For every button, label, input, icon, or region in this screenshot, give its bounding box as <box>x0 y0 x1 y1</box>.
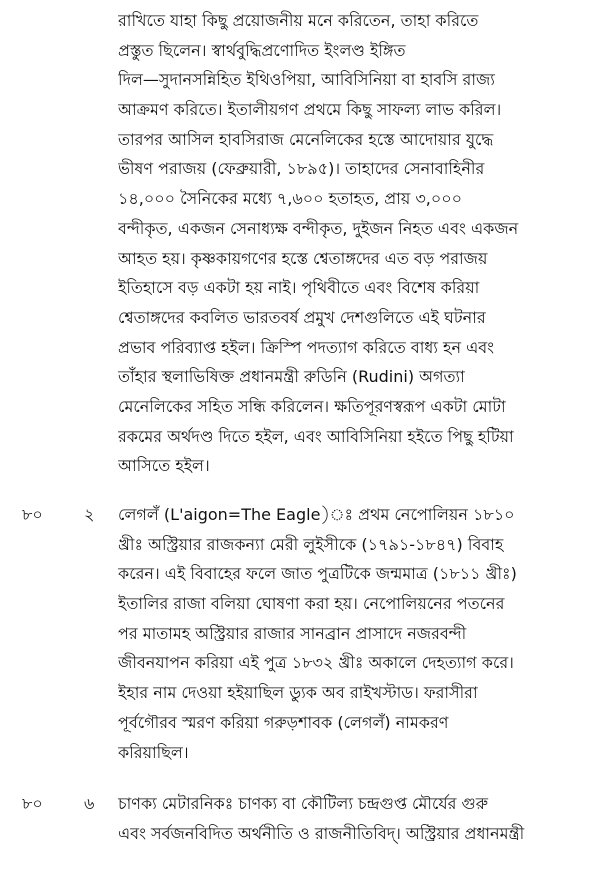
text-line: রাখিতে যাহা কিছু প্রয়োজনীয় মনে করিতেন, তাহা করিতে <box>118 11 479 30</box>
text-line: ভীষণ পরাজয় (ফেব্রুয়ারী, ১৮৯৫)। তাহাদের সেনাবাহিনীর <box>118 159 485 179</box>
text-line: ইহার নাম দেওয়া হইয়াছিল ড্যুক অব রাইখস্টাড। ফরাসীরা <box>118 683 478 703</box>
text-line: তারপর আসিল হাবসিরাজ মেনেলিকের হস্তে আদোয়ার যুদ্ধে <box>118 129 494 149</box>
text-line: তাঁহার স্থলাভিষিক্ত প্রধানমন্ত্রী রুডিনি (Rudini) অগত্যা <box>118 367 465 387</box>
text-line: লেগলঁ (L'aigon=The Eagle)ঃ প্রথম নেপোলিয়ন ১৮১০ <box>118 505 515 524</box>
note-page-reference: ৮০ <box>22 505 43 524</box>
text-line: করেন। এই বিবাহের ফলে জাত পুত্রটিকে জন্মমাত্র (১৮১১ খ্রীঃ) <box>118 564 517 584</box>
text-line: পর মাতামহ অস্ট্রিয়ার রাজার সানব্রান প্রাসাদে নজরবন্দী <box>118 623 467 643</box>
note-number: ৬ <box>84 794 95 813</box>
text-line: পূর্বগৌরব স্মরণ করিয়া গরুড়শাবক (লেগলঁ) নামকরণ <box>118 712 449 732</box>
text-line: খ্রীঃ অস্ট্রিয়ার রাজকন্যা মেরী লুইসীকে (১৭৯১-১৮৪৭) বিবাহ <box>118 534 504 554</box>
text-line: ১৪,০০০ সৈনিকের মধ্যে ৭,৬০০ হতাহত, প্রায় ৩,০০০ <box>118 189 463 209</box>
text-line: আহত হয়। কৃষ্ণকায়গণের হস্তে শ্বেতাঙ্গদের এত বড় পরাজয় <box>118 248 488 268</box>
text-line: বন্দীকৃত, একজন সেনাধ্যক্ষ বন্দীকৃত, দুইজন নিহত এবং একজন <box>118 218 519 238</box>
note-paragraph-chanakya <box>118 789 580 848</box>
intro-paragraph <box>118 6 580 481</box>
text-line: প্রস্তুত ছিলেন। স্বার্থবুদ্ধিপ্রণোদিত ইংলণ্ড ইঙ্গিত <box>118 40 406 60</box>
note-page-reference: ৮০ <box>22 794 43 813</box>
text-line: শ্বেতাঙ্গদের কবলিত ভারতবর্ষ প্রমুখ দেশগুলিতে এই ঘটনার <box>118 307 486 327</box>
text-line: ইতিহাসে বড় একটা হয় নাই। পৃথিবীতে এবং বিশেষ করিয়া <box>118 278 480 298</box>
text-line: দিল—সুদানসন্নিহিত ইথিওপিয়া, আবিসিনিয়া বা হাবসি রাজ্য <box>118 70 495 90</box>
text-line: জীবনযাপন করিয়া এই পুত্র ১৮৩২ খ্রীঃ অকালে দেহত্যাগ করে। <box>118 653 514 673</box>
text-line: মেনেলিকের সহিত সন্ধি করিলেন। ক্ষতিপূরণস্বরূপ একটা মোটা <box>118 396 506 416</box>
text-line: আসিতে হইল। <box>118 456 210 476</box>
note-paragraph-legion <box>118 500 580 767</box>
text-line: ইতালির রাজা বলিয়া ঘোষণা করা হয়। নেপোলিয়নের পতনের <box>118 594 505 614</box>
text-line: চাণক্য মেটারনিকঃ চাণক্য বা কৌটিল্য চন্দ্রগুপ্ত মৌর্যের গুরু <box>118 794 489 813</box>
text-line: এবং সর্বজনবিদিত অর্থনীতি ও রাজনীতিবিদ্। অস্ট্রিয়ার প্রধানমন্ত্রী <box>118 823 525 843</box>
text-line: রকমের অর্থদণ্ড দিতে হইল, এবং আবিসিনিয়া হইতে পিছু হটিয়া <box>118 426 514 446</box>
text-line: আক্রমণ করিতে। ইতালীয়গণ প্রথমে কিছু সাফল্য লাভ করিল। <box>118 100 502 120</box>
text-line: প্রভাব পরিব্যাপ্ত হইল। ক্রিস্পি পদত্যাগ করিতে বাধ্য হন এবং <box>118 337 495 357</box>
text-line: করিয়াছিল। <box>118 742 189 762</box>
note-number: ২ <box>84 505 95 524</box>
